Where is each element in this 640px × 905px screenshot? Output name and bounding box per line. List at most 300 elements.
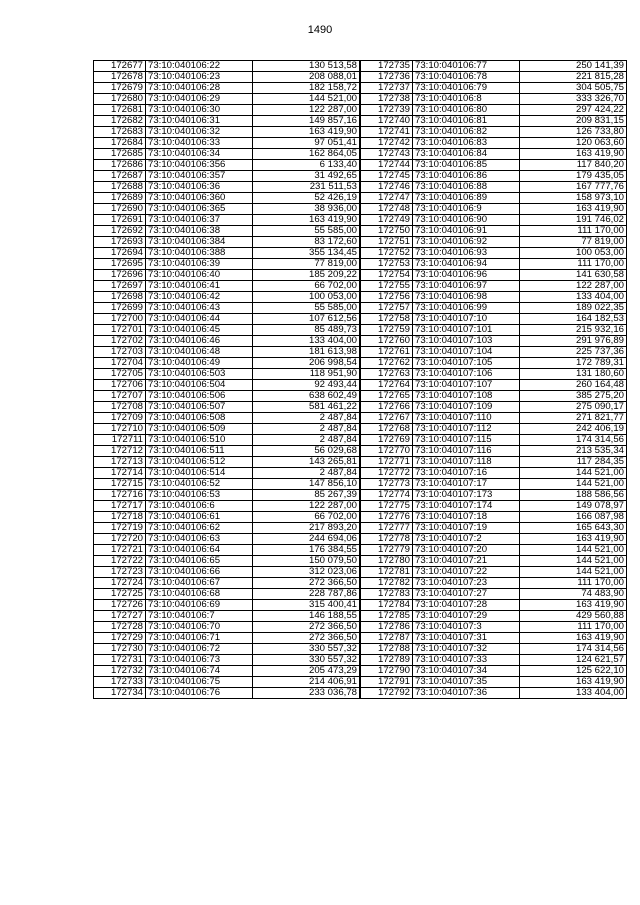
cadastral-number-cell: 73:10:040106:511: [146, 446, 253, 457]
table-row: [94, 457, 360, 468]
value-cell: 206 998,54: [253, 358, 360, 369]
table-row: [361, 83, 627, 94]
table-row: [361, 611, 627, 622]
row-number-cell: 172736: [361, 72, 413, 83]
table-row: [94, 259, 360, 270]
value-cell: 111 170,00: [520, 259, 627, 270]
row-number-cell: 172716: [94, 490, 146, 501]
table-row: [361, 688, 627, 699]
table-row: [94, 116, 360, 127]
cadastral-number-cell: 73:10:040106:28: [146, 83, 253, 94]
value-cell: 111 170,00: [520, 622, 627, 633]
cadastral-number-cell: 73:10:040106:360: [146, 193, 253, 204]
row-number-cell: 172741: [361, 127, 413, 138]
row-number-cell: 172791: [361, 677, 413, 688]
row-number-cell: 172765: [361, 391, 413, 402]
table-row: [94, 237, 360, 248]
row-number-cell: 172753: [361, 259, 413, 270]
table-row: [94, 424, 360, 435]
row-number-cell: 172731: [94, 655, 146, 666]
cadastral-number-cell: 73:10:040106:388: [146, 248, 253, 259]
value-cell: 124 621,57: [520, 655, 627, 666]
value-cell: 100 053,00: [520, 248, 627, 259]
table-row: [361, 347, 627, 358]
value-cell: 149 857,16: [253, 116, 360, 127]
table-row: [361, 314, 627, 325]
table-row: [94, 105, 360, 116]
value-cell: 385 275,20: [520, 391, 627, 402]
table-row: [361, 545, 627, 556]
value-cell: 163 419,90: [253, 127, 360, 138]
row-number-cell: 172751: [361, 237, 413, 248]
value-cell: 77 819,00: [253, 259, 360, 270]
value-cell: 163 419,90: [520, 534, 627, 545]
cadastral-number-cell: 73:10:040106:85: [413, 160, 520, 171]
value-cell: 2 487,84: [253, 435, 360, 446]
cadastral-number-cell: 73:10:040107:107: [413, 380, 520, 391]
table-row: [94, 446, 360, 457]
row-number-cell: 172771: [361, 457, 413, 468]
row-number-cell: 172726: [94, 600, 146, 611]
cadastral-number-cell: 73:10:040106:9: [413, 204, 520, 215]
cadastral-number-cell: 73:10:040107:173: [413, 490, 520, 501]
value-cell: 429 560,88: [520, 611, 627, 622]
row-number-cell: 172696: [94, 270, 146, 281]
row-number-cell: 172792: [361, 688, 413, 699]
row-number-cell: 172757: [361, 303, 413, 314]
table-row: [94, 413, 360, 424]
cadastral-number-cell: 73:10:040106:70: [146, 622, 253, 633]
cadastral-number-cell: 73:10:040106:71: [146, 633, 253, 644]
row-number-cell: 172732: [94, 666, 146, 677]
value-cell: 355 134,45: [253, 248, 360, 259]
row-number-cell: 172750: [361, 226, 413, 237]
cadastral-number-cell: 73:10:040107:29: [413, 611, 520, 622]
table-row: [94, 567, 360, 578]
cadastral-number-cell: 73:10:040107:18: [413, 512, 520, 523]
table-row: [94, 314, 360, 325]
value-cell: 125 622,10: [520, 666, 627, 677]
table-row: [361, 644, 627, 655]
value-cell: 179 435,05: [520, 171, 627, 182]
value-cell: 107 612,56: [253, 314, 360, 325]
cadastral-number-cell: 73:10:040107:27: [413, 589, 520, 600]
value-cell: 150 079,50: [253, 556, 360, 567]
cadastral-number-cell: 73:10:040107:32: [413, 644, 520, 655]
row-number-cell: 172692: [94, 226, 146, 237]
value-cell: 56 029,68: [253, 446, 360, 457]
table-row: [361, 281, 627, 292]
row-number-cell: 172773: [361, 479, 413, 490]
cadastral-number-cell: 73:10:040106:73: [146, 655, 253, 666]
cadastral-number-cell: 73:10:040107:34: [413, 666, 520, 677]
cadastral-number-cell: 73:10:040106:62: [146, 523, 253, 534]
value-cell: 55 585,00: [253, 303, 360, 314]
row-number-cell: 172714: [94, 468, 146, 479]
row-number-cell: 172682: [94, 116, 146, 127]
value-cell: 217 893,20: [253, 523, 360, 534]
cadastral-number-cell: 73:10:040106:90: [413, 215, 520, 226]
table-row: [94, 600, 360, 611]
cadastral-number-cell: 73:10:040107:23: [413, 578, 520, 589]
value-cell: 144 521,00: [520, 545, 627, 556]
table-row: [361, 490, 627, 501]
cadastral-number-cell: 73:10:040107:174: [413, 501, 520, 512]
table-row: [94, 281, 360, 292]
value-cell: 638 602,49: [253, 391, 360, 402]
cadastral-number-cell: 73:10:040107:36: [413, 688, 520, 699]
value-cell: 209 831,15: [520, 116, 627, 127]
table-row: [361, 402, 627, 413]
table-row: [94, 545, 360, 556]
cadastral-number-cell: 73:10:040106:23: [146, 72, 253, 83]
cadastral-number-cell: 73:10:040106:66: [146, 567, 253, 578]
cadastral-number-cell: 73:10:040106:45: [146, 325, 253, 336]
row-number-cell: 172761: [361, 347, 413, 358]
value-cell: 143 265,81: [253, 457, 360, 468]
cadastral-number-cell: 73:10:040107:20: [413, 545, 520, 556]
row-number-cell: 172708: [94, 402, 146, 413]
row-number-cell: 172752: [361, 248, 413, 259]
cadastral-number-cell: 73:10:040107:17: [413, 479, 520, 490]
table-row: [361, 358, 627, 369]
table-row: [361, 369, 627, 380]
row-number-cell: 172785: [361, 611, 413, 622]
table-row: [361, 501, 627, 512]
row-number-cell: 172711: [94, 435, 146, 446]
table-row: [361, 633, 627, 644]
cadastral-number-cell: 73:10:040106:67: [146, 578, 253, 589]
row-number-cell: 172767: [361, 413, 413, 424]
row-number-cell: 172695: [94, 259, 146, 270]
table-row: [94, 468, 360, 479]
value-cell: 111 170,00: [520, 578, 627, 589]
value-cell: 189 022,35: [520, 303, 627, 314]
row-number-cell: 172715: [94, 479, 146, 490]
value-cell: 158 973,10: [520, 193, 627, 204]
table-row: [361, 523, 627, 534]
row-number-cell: 172772: [361, 468, 413, 479]
row-number-cell: 172734: [94, 688, 146, 699]
table-row: [361, 149, 627, 160]
row-number-cell: 172681: [94, 105, 146, 116]
table-row: [94, 248, 360, 259]
cadastral-number-cell: 73:10:040107:33: [413, 655, 520, 666]
cadastral-number-cell: 73:10:040106:512: [146, 457, 253, 468]
row-number-cell: 172689: [94, 193, 146, 204]
row-number-cell: 172738: [361, 94, 413, 105]
value-cell: 165 643,30: [520, 523, 627, 534]
value-cell: 333 326,70: [520, 94, 627, 105]
value-cell: 97 051,41: [253, 138, 360, 149]
row-number-cell: 172724: [94, 578, 146, 589]
value-cell: 172 789,31: [520, 358, 627, 369]
value-cell: 52 426,19: [253, 193, 360, 204]
table-row: [361, 226, 627, 237]
row-number-cell: 172737: [361, 83, 413, 94]
value-cell: 133 404,00: [520, 292, 627, 303]
row-number-cell: 172710: [94, 424, 146, 435]
value-cell: 244 694,06: [253, 534, 360, 545]
row-number-cell: 172700: [94, 314, 146, 325]
value-cell: 144 521,00: [253, 94, 360, 105]
value-cell: 163 419,90: [520, 149, 627, 160]
value-cell: 144 521,00: [520, 468, 627, 479]
table-row: [94, 215, 360, 226]
row-number-cell: 172679: [94, 83, 146, 94]
value-cell: 146 188,55: [253, 611, 360, 622]
table-row: [94, 501, 360, 512]
cadastral-number-cell: 73:10:040107:106: [413, 369, 520, 380]
cadastral-number-cell: 73:10:040107:35: [413, 677, 520, 688]
cadastral-number-cell: 73:10:040106:61: [146, 512, 253, 523]
table-row: [94, 622, 360, 633]
table-row: [361, 424, 627, 435]
value-cell: 55 585,00: [253, 226, 360, 237]
value-cell: 272 366,50: [253, 633, 360, 644]
table-row: [361, 292, 627, 303]
value-cell: 291 976,89: [520, 336, 627, 347]
cadastral-number-cell: 73:10:040106:72: [146, 644, 253, 655]
cadastral-number-cell: 73:10:040107:22: [413, 567, 520, 578]
cadastral-number-cell: 73:10:040106:93: [413, 248, 520, 259]
cadastral-number-cell: 73:10:040106:37: [146, 215, 253, 226]
cadastral-number-cell: 73:10:040106:40: [146, 270, 253, 281]
cadastral-number-cell: 73:10:040106:92: [413, 237, 520, 248]
table-row: [94, 677, 360, 688]
value-cell: 167 777,76: [520, 182, 627, 193]
table-row: [94, 534, 360, 545]
row-number-cell: 172680: [94, 94, 146, 105]
table-row: [94, 358, 360, 369]
cadastral-number-cell: 73:10:040106:504: [146, 380, 253, 391]
row-number-cell: 172717: [94, 501, 146, 512]
value-cell: 120 063,60: [520, 138, 627, 149]
row-number-cell: 172698: [94, 292, 146, 303]
row-number-cell: 172729: [94, 633, 146, 644]
value-cell: 215 932,16: [520, 325, 627, 336]
cadastral-number-cell: 73:10:040106:29: [146, 94, 253, 105]
row-number-cell: 172739: [361, 105, 413, 116]
row-number-cell: 172788: [361, 644, 413, 655]
cadastral-number-cell: 73:10:040107:101: [413, 325, 520, 336]
value-cell: 163 419,90: [520, 633, 627, 644]
cadastral-number-cell: 73:10:040106:36: [146, 182, 253, 193]
table-row: [94, 226, 360, 237]
value-cell: 6 133,40: [253, 160, 360, 171]
value-cell: 100 053,00: [253, 292, 360, 303]
value-cell: 2 487,84: [253, 468, 360, 479]
value-cell: 111 170,00: [520, 226, 627, 237]
table-row: [94, 83, 360, 94]
row-number-cell: 172746: [361, 182, 413, 193]
cadastral-number-cell: 73:10:040106:506: [146, 391, 253, 402]
cadastral-number-cell: 73:10:040107:2: [413, 534, 520, 545]
table-row: [361, 138, 627, 149]
table-row: [94, 270, 360, 281]
row-number-cell: 172774: [361, 490, 413, 501]
row-number-cell: 172783: [361, 589, 413, 600]
value-cell: 117 840,20: [520, 160, 627, 171]
table-row: [94, 160, 360, 171]
table-row: [94, 578, 360, 589]
cadastral-number-cell: 73:10:040106:384: [146, 237, 253, 248]
row-number-cell: 172762: [361, 358, 413, 369]
value-cell: 38 936,00: [253, 204, 360, 215]
row-number-cell: 172781: [361, 567, 413, 578]
cadastral-number-cell: 73:10:040107:104: [413, 347, 520, 358]
table-row: [361, 303, 627, 314]
value-cell: 133 404,00: [253, 336, 360, 347]
value-cell: 581 461,22: [253, 402, 360, 413]
row-number-cell: 172705: [94, 369, 146, 380]
cadastral-number-cell: 73:10:040106:34: [146, 149, 253, 160]
table-row: [94, 688, 360, 699]
table-row: [94, 149, 360, 160]
row-number-cell: 172722: [94, 556, 146, 567]
value-cell: 330 557,32: [253, 655, 360, 666]
cadastral-number-cell: 73:10:040106:53: [146, 490, 253, 501]
cadastral-number-cell: 73:10:040106:46: [146, 336, 253, 347]
table-row: [361, 237, 627, 248]
cadastral-number-cell: 73:10:040106:32: [146, 127, 253, 138]
value-cell: 205 473,29: [253, 666, 360, 677]
table-row: [361, 446, 627, 457]
table-row: [361, 336, 627, 347]
cadastral-number-cell: 73:10:040107:10: [413, 314, 520, 325]
value-cell: 144 521,00: [520, 567, 627, 578]
table-row: [94, 171, 360, 182]
row-number-cell: 172744: [361, 160, 413, 171]
value-cell: 130 513,58: [253, 61, 360, 72]
row-number-cell: 172748: [361, 204, 413, 215]
row-number-cell: 172727: [94, 611, 146, 622]
row-number-cell: 172691: [94, 215, 146, 226]
cadastral-number-cell: 73:10:040107:116: [413, 446, 520, 457]
cadastral-number-cell: 73:10:040106:49: [146, 358, 253, 369]
row-number-cell: 172763: [361, 369, 413, 380]
row-number-cell: 172709: [94, 413, 146, 424]
cadastral-number-cell: 73:10:040107:108: [413, 391, 520, 402]
row-number-cell: 172735: [361, 61, 413, 72]
table-row: [361, 72, 627, 83]
row-number-cell: 172699: [94, 303, 146, 314]
cadastral-number-cell: 73:10:040106:64: [146, 545, 253, 556]
cadastral-number-cell: 73:10:040106:31: [146, 116, 253, 127]
row-number-cell: 172728: [94, 622, 146, 633]
table-row: [361, 248, 627, 259]
cadastral-number-cell: 73:10:040106:65: [146, 556, 253, 567]
table-row: [361, 677, 627, 688]
value-cell: 174 314,56: [520, 644, 627, 655]
row-number-cell: 172683: [94, 127, 146, 138]
cadastral-number-cell: 73:10:040107:112: [413, 424, 520, 435]
row-number-cell: 172777: [361, 523, 413, 534]
table-row: [361, 468, 627, 479]
table-row: [94, 72, 360, 83]
cadastral-number-cell: 73:10:040106:503: [146, 369, 253, 380]
row-number-cell: 172745: [361, 171, 413, 182]
row-number-cell: 172776: [361, 512, 413, 523]
table-row: [94, 347, 360, 358]
value-cell: 66 702,00: [253, 512, 360, 523]
row-number-cell: 172769: [361, 435, 413, 446]
row-number-cell: 172730: [94, 644, 146, 655]
value-cell: 83 172,60: [253, 237, 360, 248]
value-cell: 225 737,36: [520, 347, 627, 358]
cadastral-number-cell: 73:10:040107:28: [413, 600, 520, 611]
cadastral-number-cell: 73:10:040106:78: [413, 72, 520, 83]
cadastral-number-cell: 73:10:040106:44: [146, 314, 253, 325]
table-row: [361, 413, 627, 424]
table-row: [94, 380, 360, 391]
row-number-cell: 172697: [94, 281, 146, 292]
table-row: [94, 303, 360, 314]
cadastral-number-cell: 73:10:040106:84: [413, 149, 520, 160]
table-row: [361, 127, 627, 138]
table-row: [361, 600, 627, 611]
cadastral-number-cell: 73:10:040106:68: [146, 589, 253, 600]
value-cell: 141 630,58: [520, 270, 627, 281]
cadastral-number-cell: 73:10:040106:507: [146, 402, 253, 413]
row-number-cell: 172756: [361, 292, 413, 303]
cadastral-number-cell: 73:10:040106:91: [413, 226, 520, 237]
row-number-cell: 172685: [94, 149, 146, 160]
value-cell: 163 419,90: [253, 215, 360, 226]
cadastral-number-cell: 73:10:040106:83: [413, 138, 520, 149]
table-row: [361, 622, 627, 633]
row-number-cell: 172707: [94, 391, 146, 402]
value-cell: 131 180,60: [520, 369, 627, 380]
value-cell: 122 287,00: [520, 281, 627, 292]
value-cell: 272 366,50: [253, 578, 360, 589]
table-row: [94, 666, 360, 677]
value-cell: 213 535,34: [520, 446, 627, 457]
value-cell: 188 586,56: [520, 490, 627, 501]
value-cell: 66 702,00: [253, 281, 360, 292]
cadastral-number-cell: 73:10:040107:3: [413, 622, 520, 633]
table-row: [361, 391, 627, 402]
value-cell: 214 406,91: [253, 677, 360, 688]
row-number-cell: 172693: [94, 237, 146, 248]
value-cell: 2 487,84: [253, 413, 360, 424]
value-cell: 182 158,72: [253, 83, 360, 94]
row-number-cell: 172743: [361, 149, 413, 160]
row-number-cell: 172678: [94, 72, 146, 83]
cadastral-number-cell: 73:10:040107:109: [413, 402, 520, 413]
cadastral-number-cell: 73:10:040106:75: [146, 677, 253, 688]
row-number-cell: 172688: [94, 182, 146, 193]
row-number-cell: 172768: [361, 424, 413, 435]
row-number-cell: 172725: [94, 589, 146, 600]
table-row: [361, 578, 627, 589]
value-cell: 315 400,41: [253, 600, 360, 611]
value-cell: 330 557,32: [253, 644, 360, 655]
value-cell: 221 815,28: [520, 72, 627, 83]
cadastral-number-cell: 73:10:040106:52: [146, 479, 253, 490]
cadastral-number-cell: 73:10:040107:19: [413, 523, 520, 534]
value-cell: 231 511,53: [253, 182, 360, 193]
cadastral-number-cell: 73:10:040106:88: [413, 182, 520, 193]
value-cell: 133 404,00: [520, 688, 627, 699]
table-row: [94, 435, 360, 446]
left-register-table: [93, 60, 360, 699]
cadastral-number-cell: 73:10:040106:81: [413, 116, 520, 127]
value-cell: 162 864,05: [253, 149, 360, 160]
row-number-cell: 172704: [94, 358, 146, 369]
table-row: [94, 523, 360, 534]
cadastral-number-cell: 73:10:040106:38: [146, 226, 253, 237]
